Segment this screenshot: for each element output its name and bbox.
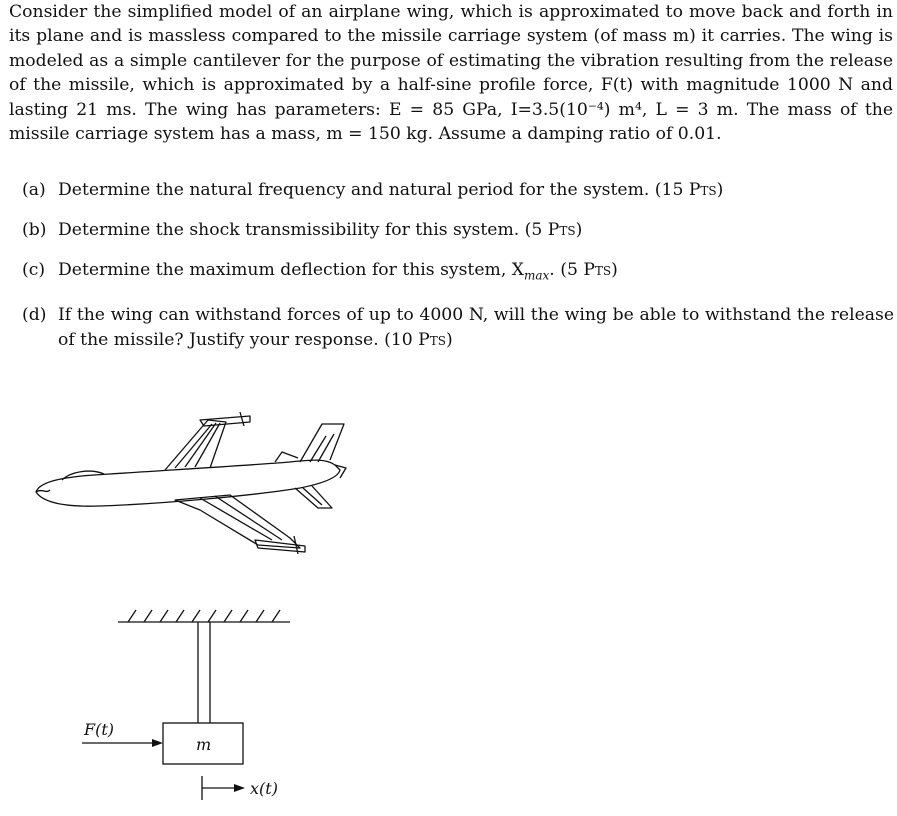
part-label: (d) (22, 305, 47, 326)
part-text: Determine the natural frequency and natural period for the system. (58, 180, 650, 200)
force-label: F(t) (84, 720, 115, 739)
part-text-after: . (549, 260, 555, 280)
cantilever-diagram (82, 610, 290, 800)
mass-label: m (196, 735, 212, 754)
part-points: (5 Pts) (524, 220, 583, 240)
part-label: (c) (22, 260, 46, 280)
part-points: (10 Pts) (384, 329, 453, 350)
airplane-illustration (36, 412, 346, 554)
force-arrowhead (152, 739, 163, 747)
part-points: (15 Pts) (654, 180, 724, 200)
part-label: (b) (22, 220, 47, 240)
part-points: (5 Pts) (560, 260, 618, 280)
part-label: (a) (22, 180, 46, 200)
problem-statement: Consider the simplified model of an airplane wing, which is approximated to move back and forth in its plane and is massless compared to the missile carriage system (of mass m) it carries. The wing is modeled as a simple cantilever for the purpose of estimating the vibration resulting from the release of the missile, which is approximated by a half-sine profile force, F(t) with magnitude 1000 N and lasting 21 ms. The wing has parameters: E = 85 GPa, I=3.5(10⁻⁴) m⁴, L = 3 m. The mass of the missile carriage system has a mass, m = 150 kg. Assume a damping ratio of 0.01. (9, 2, 893, 145)
part-subscript: max (523, 268, 550, 283)
displacement-arrowhead (234, 784, 245, 792)
fixed-support-hatch (128, 610, 280, 622)
part-text: Determine the maximum deflection for this system, X (58, 260, 524, 280)
part-text: If the wing can withstand forces of up to 4000 N, will the wing be able to withstand the release of the missile? Justify your response. (58, 305, 894, 350)
part-text: Determine the shock transmissibility for this system. (58, 220, 520, 240)
displacement-label: x(t) (250, 779, 278, 798)
